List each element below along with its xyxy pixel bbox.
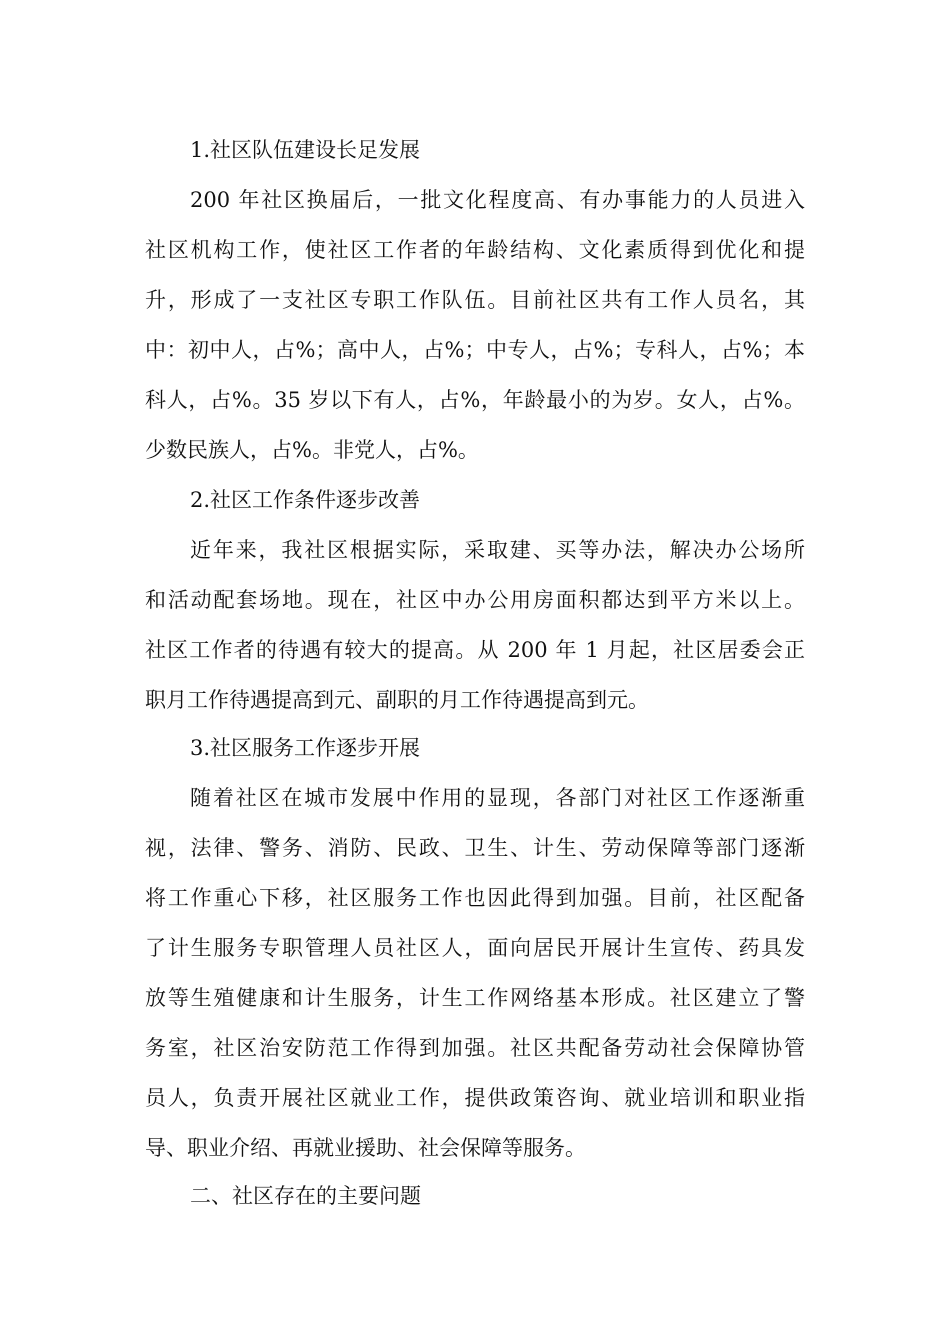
paragraph-line: 员人，负责开展社区就业工作，提供政策咨询、就业培训和职业指	[145, 1086, 805, 1110]
paragraph-line: 科人，占%。35 岁以下有人，占%，年龄最小的为岁。女人，占%。	[145, 388, 805, 412]
paragraph-line: 了计生服务专职管理人员社区人，面向居民开展计生宣传、药具发	[145, 936, 805, 960]
paragraph-line: 将工作重心下移，社区服务工作也因此得到加强。目前，社区配备	[145, 886, 805, 910]
paragraph-line: 社区机构工作，使社区工作者的年龄结构、文化素质得到优化和提	[145, 238, 805, 262]
paragraph-line: 和活动配套场地。现在，社区中办公用房面积都达到平方米以上。	[145, 588, 805, 612]
paragraph-line: 随着社区在城市发展中作用的显现，各部门对社区工作逐渐重	[190, 786, 805, 810]
section-heading-service-work: 3.社区服务工作逐步开展	[190, 736, 421, 760]
section-heading-main-problems: 二、社区存在的主要问题	[190, 1184, 421, 1208]
section-heading-work-conditions: 2.社区工作条件逐步改善	[190, 488, 421, 512]
paragraph-line: 放等生殖健康和计生服务，计生工作网络基本形成。社区建立了警	[145, 986, 805, 1010]
paragraph-line: 社区工作者的待遇有较大的提高。从 200 年 1 月起，社区居委会正	[145, 638, 805, 662]
paragraph-line: 少数民族人，占%。非党人，占%。	[145, 438, 479, 462]
paragraph-line: 视，法律、警务、消防、民政、卫生、计生、劳动保障等部门逐渐	[145, 836, 805, 860]
paragraph-line: 近年来，我社区根据实际，采取建、买等办法，解决办公场所	[190, 538, 805, 562]
paragraph-line: 升，形成了一支社区专职工作队伍。目前社区共有工作人员名，其	[145, 288, 805, 312]
paragraph-line: 职月工作待遇提高到元、副职的月工作待遇提高到元。	[145, 688, 649, 712]
section-heading-team-building: 1.社区队伍建设长足发展	[190, 138, 421, 162]
paragraph-line: 200 年社区换届后，一批文化程度高、有办事能力的人员进入	[190, 188, 805, 212]
paragraph-line: 中：初中人，占%；高中人，占%；中专人，占%；专科人，占%；本	[145, 338, 805, 362]
paragraph-line: 务室，社区治安防范工作得到加强。社区共配备劳动社会保障协管	[145, 1036, 805, 1060]
paragraph-line: 导、职业介绍、再就业援助、社会保障等服务。	[145, 1136, 586, 1160]
